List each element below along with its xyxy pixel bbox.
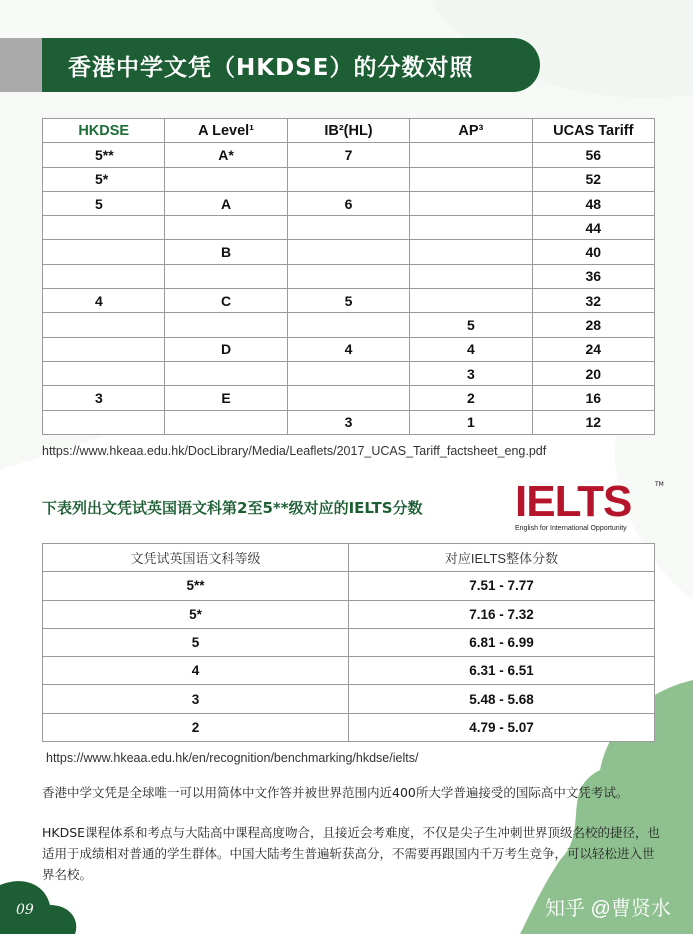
table-cell: 2	[410, 386, 532, 410]
table-header-row	[43, 544, 655, 572]
table-cell: 5*	[43, 167, 165, 191]
table-cell	[287, 240, 409, 264]
table-cell	[43, 361, 165, 385]
header-alevel: A Level¹	[165, 119, 287, 143]
table-header-row	[43, 119, 655, 143]
table-row	[43, 216, 655, 240]
table-cell: A	[165, 191, 287, 215]
header-dse-grade: 文凭试英国语文科等级	[43, 544, 349, 572]
header-ielts-score: 对应IELTS整体分数	[349, 544, 655, 572]
table-row	[43, 143, 655, 167]
table-row	[43, 264, 655, 288]
table-cell: 28	[532, 313, 654, 337]
table-cell: 5	[410, 313, 532, 337]
table-cell	[287, 386, 409, 410]
table-cell: 16	[532, 386, 654, 410]
table-cell	[410, 143, 532, 167]
table-cell: 32	[532, 289, 654, 313]
header-ucas: UCAS Tariff	[532, 119, 654, 143]
table-cell	[165, 264, 287, 288]
table-cell	[410, 264, 532, 288]
table-cell	[165, 410, 287, 434]
table-row	[43, 240, 655, 264]
table-cell: C	[165, 289, 287, 313]
table-cell: 6.81 - 6.99	[349, 628, 655, 656]
table-cell	[410, 191, 532, 215]
table-cell	[165, 216, 287, 240]
source-link-ielts[interactable]: https://www.hkeaa.edu.hk/en/recognition/benchmarking/hkdse/ielts/	[46, 751, 419, 765]
table-row	[43, 685, 655, 713]
table-cell: 3	[287, 410, 409, 434]
table-cell: 7.16 - 7.32	[349, 600, 655, 628]
table-cell: 12	[532, 410, 654, 434]
score-comparison-table	[42, 118, 655, 435]
table-cell	[165, 361, 287, 385]
table-cell: E	[165, 386, 287, 410]
table-cell: 44	[532, 216, 654, 240]
table-cell	[410, 289, 532, 313]
table-cell	[165, 167, 287, 191]
table-cell: 1	[410, 410, 532, 434]
header-hkdse: HKDSE	[43, 119, 165, 143]
table-cell: 3	[43, 685, 349, 713]
table-cell: A*	[165, 143, 287, 167]
table-cell: 24	[532, 337, 654, 361]
table-cell: 6.31 - 6.51	[349, 657, 655, 685]
table-cell	[410, 216, 532, 240]
table-row	[43, 657, 655, 685]
table-cell: 20	[532, 361, 654, 385]
ielts-heading: 下表列出文凭试英国语文科第2至5**级对应的IELTS分数	[42, 499, 423, 517]
table-row	[43, 386, 655, 410]
ielts-logo	[515, 477, 665, 532]
table-cell: 5	[43, 191, 165, 215]
table-cell: 5	[287, 289, 409, 313]
table-cell: 3	[43, 386, 165, 410]
table-cell	[43, 337, 165, 361]
table-row	[43, 713, 655, 741]
ielts-table	[42, 543, 655, 742]
table-row	[43, 572, 655, 600]
table-cell: 5**	[43, 572, 349, 600]
table-cell	[43, 216, 165, 240]
ielts-logo-tagline: English for International Opportunity	[515, 525, 627, 532]
table-row	[43, 289, 655, 313]
table-cell	[287, 361, 409, 385]
table-cell	[43, 313, 165, 337]
ielts-logo-text: IELTS	[515, 477, 632, 526]
table-cell: 4	[43, 657, 349, 685]
header-ib: IB²(HL)	[287, 119, 409, 143]
table-row	[43, 600, 655, 628]
source-link-ucas[interactable]: https://www.hkeaa.edu.hk/DocLibrary/Media/Leaflets/2017_UCAS_Tariff_factsheet_eng.pdf	[42, 444, 547, 458]
table-cell	[410, 240, 532, 264]
header-ap: AP³	[410, 119, 532, 143]
ielts-logo-tm: TM	[655, 481, 664, 488]
table-row	[43, 361, 655, 385]
table-cell: 3	[410, 361, 532, 385]
table-cell	[43, 240, 165, 264]
table-cell: 4	[287, 337, 409, 361]
table-cell: 52	[532, 167, 654, 191]
table-cell: 5**	[43, 143, 165, 167]
title-accent	[0, 38, 42, 92]
table-cell: 40	[532, 240, 654, 264]
table-cell: 5	[43, 628, 349, 656]
table-row	[43, 191, 655, 215]
paragraph-1: 香港中学文凭是全球唯一可以用简体中文作答并被世界范围内近400所大学普遍接受的国际高中文凭考试。	[42, 785, 629, 800]
table-cell	[165, 313, 287, 337]
table-row	[43, 167, 655, 191]
table-row	[43, 337, 655, 361]
table-cell	[410, 167, 532, 191]
paragraph-2: HKDSE课程体系和考点与大陆高中课程高度吻合，且接近会考难度，不仅是尖子生冲刺世界顶级名校的捷径，也适用于成绩相对普通的学生群体。中国大陆考生普遍斩获高分，不需要再跟国内千万考生竞争，可以轻松进入世界名校。	[42, 825, 661, 882]
table-cell: 5.48 - 5.68	[349, 685, 655, 713]
table-row	[43, 410, 655, 434]
table-cell: 7	[287, 143, 409, 167]
table-cell: D	[165, 337, 287, 361]
page-number: 09	[16, 902, 34, 918]
table-cell: 7.51 - 7.77	[349, 572, 655, 600]
table-cell	[287, 167, 409, 191]
table-cell: 4	[410, 337, 532, 361]
table-row	[43, 628, 655, 656]
table-cell: 48	[532, 191, 654, 215]
page-title: 香港中学文凭（HKDSE）的分数对照	[42, 38, 540, 92]
table-cell	[287, 313, 409, 337]
table-cell: 6	[287, 191, 409, 215]
table-cell: 5*	[43, 600, 349, 628]
table-cell: 2	[43, 713, 349, 741]
table-row	[43, 313, 655, 337]
title-banner	[0, 38, 540, 92]
table-cell	[43, 264, 165, 288]
table-cell: 56	[532, 143, 654, 167]
table-cell: 4	[43, 289, 165, 313]
watermark: 知乎 @曹贤水	[545, 898, 671, 920]
table-cell: B	[165, 240, 287, 264]
table-cell	[287, 264, 409, 288]
table-cell	[43, 410, 165, 434]
table-cell: 36	[532, 264, 654, 288]
table-cell: 4.79 - 5.07	[349, 713, 655, 741]
table-cell	[287, 216, 409, 240]
